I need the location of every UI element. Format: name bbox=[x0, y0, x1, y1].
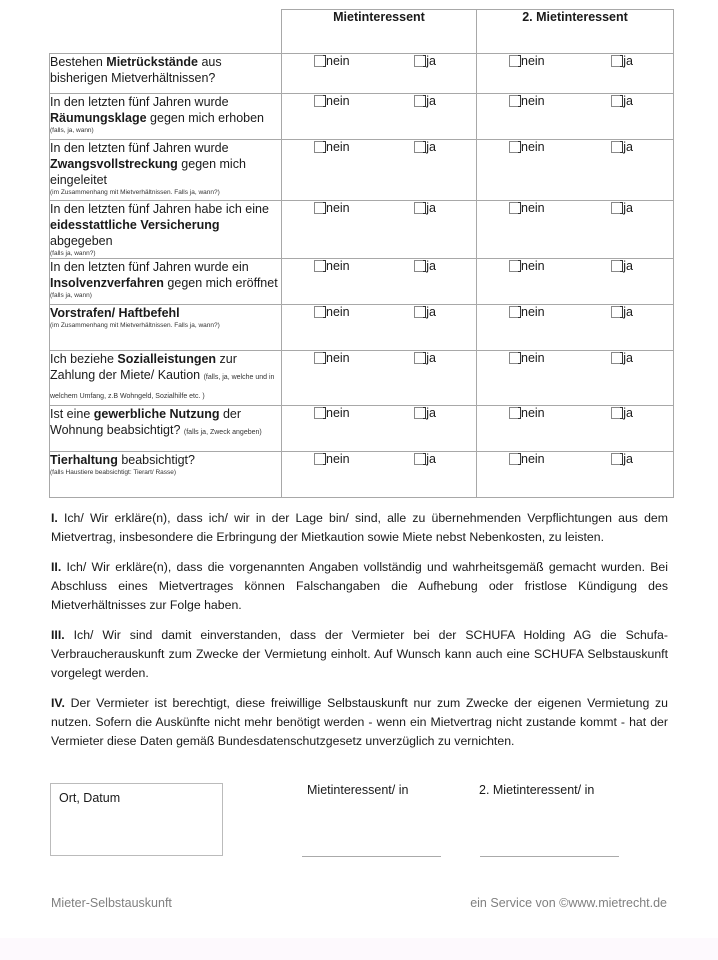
checkbox-yes[interactable] bbox=[414, 406, 436, 420]
question-text bbox=[50, 351, 282, 406]
checkbox-yes[interactable] bbox=[611, 452, 633, 466]
declaration-2 bbox=[51, 558, 668, 615]
question-row bbox=[50, 94, 674, 140]
question-hint: (falls ja, wann?) bbox=[50, 250, 96, 257]
answer-options bbox=[282, 351, 476, 365]
checkbox-label: nein bbox=[521, 54, 545, 68]
checkbox-bracket-icon[interactable] bbox=[611, 453, 620, 465]
checkbox-yes[interactable] bbox=[414, 54, 436, 68]
checkbox-label: ja bbox=[426, 140, 436, 154]
checkbox-label: ja bbox=[426, 351, 436, 365]
answer-cell-applicant-2 bbox=[477, 406, 674, 452]
checkbox-bracket-icon[interactable] bbox=[414, 306, 423, 318]
checkbox-bracket-icon[interactable] bbox=[414, 55, 423, 67]
checkbox-no[interactable] bbox=[509, 201, 545, 215]
checkbox-bracket-icon[interactable] bbox=[509, 260, 518, 272]
checkbox-yes[interactable] bbox=[414, 351, 436, 365]
answer-cell-applicant-1 bbox=[282, 452, 477, 498]
answer-options bbox=[282, 452, 476, 466]
question-prefix: In den letzten fünf Jahren wurde bbox=[50, 95, 229, 109]
checkbox-no[interactable] bbox=[314, 140, 350, 154]
answer-cell-applicant-1 bbox=[282, 94, 477, 140]
header-applicant-2: 2. Mietinteressent bbox=[477, 10, 674, 54]
checkbox-label: nein bbox=[521, 305, 545, 319]
question-keyword: Räumungsklage bbox=[50, 111, 147, 125]
question-hint: (falls, ja, wann) bbox=[50, 127, 94, 134]
checkbox-label: ja bbox=[623, 406, 633, 420]
declaration-text: Ich/ Wir sind damit einverstanden, dass der Vermieter bei der SCHUFA Holding AG die Schufa-Verbraucherauskunft zum Zwecke der Vermietung einholt. Auf Wunsch kann auch eine SCHUFA Selbstauskunft vorgelegt werden. bbox=[51, 628, 668, 680]
declaration-number: II. bbox=[51, 560, 62, 574]
checkbox-bracket-icon[interactable] bbox=[414, 141, 423, 153]
checkbox-label: nein bbox=[521, 201, 545, 215]
answer-options bbox=[477, 305, 673, 319]
question-text bbox=[50, 54, 282, 94]
declaration-number: III. bbox=[51, 628, 65, 642]
declaration-text: Der Vermieter ist berechtigt, diese freiwillige Selbstauskunft nur zum Zwecke der eigenen Vermietung zu nutzen. Sofern die Auskünfte nicht mehr benötigt werden - wenn ein Mietvertrag nicht zustande kommt - hat der Vermieter diese Daten gemäß Bundesdatenschutzgesetz unverzüglich zu vernichten. bbox=[51, 696, 668, 748]
question-suffix: aus bisherigen Mietverhältnissen? bbox=[50, 55, 222, 85]
checkbox-bracket-icon[interactable] bbox=[414, 202, 423, 214]
question-text bbox=[50, 406, 282, 452]
question-keyword: Tierhaltung bbox=[50, 453, 118, 467]
question-prefix: Ist eine bbox=[50, 407, 94, 421]
checkbox-label: nein bbox=[521, 351, 545, 365]
signature-line-applicant-1[interactable] bbox=[302, 856, 441, 857]
checkbox-bracket-icon[interactable] bbox=[611, 260, 620, 272]
checkbox-bracket-icon[interactable] bbox=[314, 141, 323, 153]
question-text bbox=[50, 140, 282, 201]
checkbox-label: nein bbox=[326, 201, 350, 215]
checkbox-bracket-icon[interactable] bbox=[611, 55, 620, 67]
question-hint: (im Zusammenhang mit Mietverhältnissen. Falls ja, wann?) bbox=[50, 189, 220, 196]
footer-title: Mieter-Selbstauskunft bbox=[51, 896, 172, 910]
answer-options bbox=[477, 54, 673, 68]
checkbox-bracket-icon[interactable] bbox=[414, 352, 423, 364]
checkbox-label: ja bbox=[623, 305, 633, 319]
question-prefix: Ich beziehe bbox=[50, 352, 118, 366]
answer-cell-applicant-2 bbox=[477, 201, 674, 259]
question-prefix: In den letzten fünf Jahren wurde bbox=[50, 141, 229, 155]
checkbox-no[interactable] bbox=[509, 452, 545, 466]
header-empty-cell bbox=[50, 10, 282, 54]
answer-options bbox=[282, 54, 476, 68]
answer-options bbox=[477, 259, 673, 273]
checkbox-yes[interactable] bbox=[414, 452, 436, 466]
answer-options bbox=[477, 140, 673, 154]
checkbox-bracket-icon[interactable] bbox=[314, 55, 323, 67]
answer-options bbox=[477, 201, 673, 215]
question-prefix: In den letzten fünf Jahren habe ich eine bbox=[50, 202, 269, 216]
answer-cell-applicant-2 bbox=[477, 54, 674, 94]
checkbox-bracket-icon[interactable] bbox=[509, 55, 518, 67]
question-row bbox=[50, 351, 674, 406]
question-suffix: gegen mich erhoben bbox=[146, 111, 265, 125]
answer-options bbox=[282, 406, 476, 420]
checkbox-no[interactable] bbox=[509, 140, 545, 154]
question-suffix: beabsichtigt? bbox=[117, 453, 195, 467]
question-suffix: der Wohnung beabsichtigt? bbox=[50, 407, 242, 437]
checkbox-bracket-icon[interactable] bbox=[611, 306, 620, 318]
checkbox-no[interactable] bbox=[314, 305, 350, 319]
checkbox-no[interactable] bbox=[314, 94, 350, 108]
checkbox-bracket-icon[interactable] bbox=[314, 95, 323, 107]
checkbox-bracket-icon[interactable] bbox=[611, 352, 620, 364]
checkbox-yes[interactable] bbox=[414, 259, 436, 273]
answer-cell-applicant-2 bbox=[477, 305, 674, 351]
checkbox-label: ja bbox=[623, 94, 633, 108]
question-hint: (falls ja, wann) bbox=[50, 292, 92, 299]
answer-cell-applicant-1 bbox=[282, 54, 477, 94]
checkbox-bracket-icon[interactable] bbox=[509, 202, 518, 214]
checkbox-label: nein bbox=[326, 406, 350, 420]
question-row bbox=[50, 305, 674, 351]
checkbox-bracket-icon[interactable] bbox=[314, 202, 323, 214]
question-suffix: gegen mich eröffnet bbox=[163, 276, 278, 290]
checkbox-label: ja bbox=[426, 259, 436, 273]
checkbox-yes[interactable] bbox=[611, 94, 633, 108]
question-text bbox=[50, 305, 282, 351]
declaration-1 bbox=[51, 509, 668, 547]
checkbox-bracket-icon[interactable] bbox=[611, 407, 620, 419]
checkbox-label: nein bbox=[326, 54, 350, 68]
answer-cell-applicant-1 bbox=[282, 201, 477, 259]
checkbox-label: ja bbox=[426, 94, 436, 108]
question-suffix: abgegeben bbox=[50, 234, 113, 248]
checkbox-label: nein bbox=[521, 452, 545, 466]
question-keyword: Vorstrafen/ Haftbefehl bbox=[50, 306, 180, 320]
checkbox-label: nein bbox=[521, 140, 545, 154]
question-hint: (falls ja, Zweck angeben) bbox=[183, 429, 262, 436]
question-keyword: Insolvenzverfahren bbox=[50, 276, 164, 290]
checkbox-bracket-icon[interactable] bbox=[509, 352, 518, 364]
checkbox-yes[interactable] bbox=[611, 351, 633, 365]
signature-label-applicant-1: Mietinteressent/ in bbox=[307, 783, 409, 797]
checkbox-bracket-icon[interactable] bbox=[509, 95, 518, 107]
question-suffix: gegen mich eingeleitet bbox=[50, 157, 246, 187]
answer-cell-applicant-2 bbox=[477, 259, 674, 305]
question-prefix: In den letzten fünf Jahren wurde ein bbox=[50, 260, 249, 274]
question-hint: (im Zusammenhang mit Mietverhältnissen. Falls ja, wann?) bbox=[50, 322, 220, 329]
checkbox-yes[interactable] bbox=[611, 305, 633, 319]
question-keyword: gewerbliche Nutzung bbox=[93, 407, 220, 421]
answer-cell-applicant-2 bbox=[477, 351, 674, 406]
checkbox-yes[interactable] bbox=[414, 305, 436, 319]
checkbox-no[interactable] bbox=[314, 201, 350, 215]
answer-cell-applicant-2 bbox=[477, 94, 674, 140]
signature-line-applicant-2[interactable] bbox=[480, 856, 619, 857]
checkbox-no[interactable] bbox=[509, 406, 545, 420]
checkbox-label: ja bbox=[426, 54, 436, 68]
checkbox-label: ja bbox=[623, 140, 633, 154]
question-keyword: Sozialleistungen bbox=[117, 352, 217, 366]
checkbox-bracket-icon[interactable] bbox=[314, 352, 323, 364]
checkbox-label: ja bbox=[426, 201, 436, 215]
checkbox-bracket-icon[interactable] bbox=[509, 453, 518, 465]
checkbox-label: ja bbox=[623, 452, 633, 466]
checkbox-label: ja bbox=[623, 201, 633, 215]
checkbox-bracket-icon[interactable] bbox=[509, 306, 518, 318]
question-row bbox=[50, 406, 674, 452]
checkbox-no[interactable] bbox=[509, 305, 545, 319]
checkbox-bracket-icon[interactable] bbox=[314, 306, 323, 318]
checkbox-yes[interactable] bbox=[611, 201, 633, 215]
place-date-label: Ort, Datum bbox=[59, 791, 121, 805]
declaration-4 bbox=[51, 694, 668, 751]
checkbox-label: ja bbox=[623, 351, 633, 365]
answer-cell-applicant-2 bbox=[477, 140, 674, 201]
declaration-text: Ich/ Wir erkläre(n), dass die vorgenannten Angaben vollständig und wahrheitsgemäß gemacht wurden. Bei Abschluss eines Mietvertrages können Falschangaben die Aufhebung oder fristlose Kündigung des Mietverhältnisses zur Folge haben. bbox=[51, 560, 668, 612]
checkbox-bracket-icon[interactable] bbox=[314, 407, 323, 419]
declaration-number: IV. bbox=[51, 696, 65, 710]
checkbox-bracket-icon[interactable] bbox=[414, 407, 423, 419]
checkbox-bracket-icon[interactable] bbox=[509, 407, 518, 419]
footer-service-link[interactable]: ein Service von ©www.mietrecht.de bbox=[470, 896, 667, 910]
question-row bbox=[50, 54, 674, 94]
checkbox-yes[interactable] bbox=[611, 54, 633, 68]
answer-cell-applicant-1 bbox=[282, 140, 477, 201]
checkbox-label: nein bbox=[326, 140, 350, 154]
checkbox-label: ja bbox=[623, 54, 633, 68]
checkbox-label: nein bbox=[326, 351, 350, 365]
checkbox-bracket-icon[interactable] bbox=[314, 260, 323, 272]
checkbox-bracket-icon[interactable] bbox=[611, 202, 620, 214]
question-hint: (falls, ja, welche und in welchem Umfang, z.B Wohngeld, Sozialhilfe etc. ) bbox=[50, 374, 275, 400]
checkbox-bracket-icon[interactable] bbox=[414, 95, 423, 107]
answer-options bbox=[477, 94, 673, 108]
question-hint: (falls Haustiere beabsichtigt: Tierart/ Rasse) bbox=[50, 469, 177, 476]
checkbox-label: nein bbox=[521, 406, 545, 420]
question-suffix: zur Zahlung der Miete/ Kaution bbox=[50, 352, 237, 382]
checkbox-no[interactable] bbox=[314, 351, 350, 365]
checkbox-bracket-icon[interactable] bbox=[611, 141, 620, 153]
checkbox-bracket-icon[interactable] bbox=[314, 453, 323, 465]
answer-options bbox=[282, 305, 476, 319]
checkbox-bracket-icon[interactable] bbox=[414, 260, 423, 272]
answer-options bbox=[477, 351, 673, 365]
header-applicant-1: Mietinteressent bbox=[282, 10, 477, 54]
declaration-number: I. bbox=[51, 511, 58, 525]
question-keyword: eidesstattliche Versicherung bbox=[50, 218, 220, 232]
declaration-text: Ich/ Wir erkläre(n), dass ich/ wir in der Lage bin/ sind, alle zu übernehmenden Verpflichtungen aus dem Mietvertrag, insbesondere die Erbringung der Mietkaution sowie Miete nebst Nebenkosten, zu leisten. bbox=[51, 511, 668, 544]
answer-options bbox=[282, 140, 476, 154]
checkbox-label: nein bbox=[326, 452, 350, 466]
page-bottom-strip bbox=[0, 938, 718, 960]
checkbox-label: nein bbox=[521, 94, 545, 108]
answer-cell-applicant-1 bbox=[282, 351, 477, 406]
question-row bbox=[50, 201, 674, 259]
checkbox-yes[interactable] bbox=[611, 259, 633, 273]
checkbox-no[interactable] bbox=[314, 259, 350, 273]
checkbox-label: nein bbox=[326, 305, 350, 319]
checkbox-label: ja bbox=[426, 305, 436, 319]
question-row bbox=[50, 140, 674, 201]
checkbox-yes[interactable] bbox=[414, 94, 436, 108]
checkbox-label: nein bbox=[326, 259, 350, 273]
checkbox-label: ja bbox=[623, 259, 633, 273]
checkbox-label: ja bbox=[426, 406, 436, 420]
checkbox-no[interactable] bbox=[509, 351, 545, 365]
checkbox-yes[interactable] bbox=[611, 406, 633, 420]
answer-options bbox=[477, 452, 673, 466]
checkbox-no[interactable] bbox=[314, 452, 350, 466]
question-text bbox=[50, 201, 282, 259]
answer-cell-applicant-1 bbox=[282, 406, 477, 452]
question-keyword: Zwangsvollstreckung bbox=[50, 157, 178, 171]
question-text bbox=[50, 259, 282, 305]
questionnaire-table bbox=[49, 9, 674, 498]
question-keyword: Mietrückstände bbox=[106, 55, 198, 69]
signature-label-applicant-2: 2. Mietinteressent/ in bbox=[479, 783, 595, 797]
checkbox-no[interactable] bbox=[314, 54, 350, 68]
checkbox-label: ja bbox=[426, 452, 436, 466]
checkbox-no[interactable] bbox=[509, 94, 545, 108]
checkbox-no[interactable] bbox=[509, 259, 545, 273]
question-row bbox=[50, 259, 674, 305]
checkbox-label: nein bbox=[326, 94, 350, 108]
checkbox-no[interactable] bbox=[509, 54, 545, 68]
answer-options bbox=[282, 94, 476, 108]
question-row bbox=[50, 452, 674, 498]
answer-options bbox=[477, 406, 673, 420]
checkbox-yes[interactable] bbox=[611, 140, 633, 154]
checkbox-bracket-icon[interactable] bbox=[509, 141, 518, 153]
answer-options bbox=[282, 259, 476, 273]
answer-cell-applicant-1 bbox=[282, 259, 477, 305]
answer-cell-applicant-2 bbox=[477, 452, 674, 498]
question-text bbox=[50, 452, 282, 498]
checkbox-bracket-icon[interactable] bbox=[414, 453, 423, 465]
checkbox-bracket-icon[interactable] bbox=[611, 95, 620, 107]
question-prefix: Bestehen bbox=[50, 55, 107, 69]
place-date-field[interactable] bbox=[50, 783, 223, 856]
checkbox-label: nein bbox=[521, 259, 545, 273]
checkbox-yes[interactable] bbox=[414, 201, 436, 215]
checkbox-yes[interactable] bbox=[414, 140, 436, 154]
checkbox-no[interactable] bbox=[314, 406, 350, 420]
answer-cell-applicant-1 bbox=[282, 305, 477, 351]
declaration-3 bbox=[51, 626, 668, 683]
question-text bbox=[50, 94, 282, 140]
answer-options bbox=[282, 201, 476, 215]
